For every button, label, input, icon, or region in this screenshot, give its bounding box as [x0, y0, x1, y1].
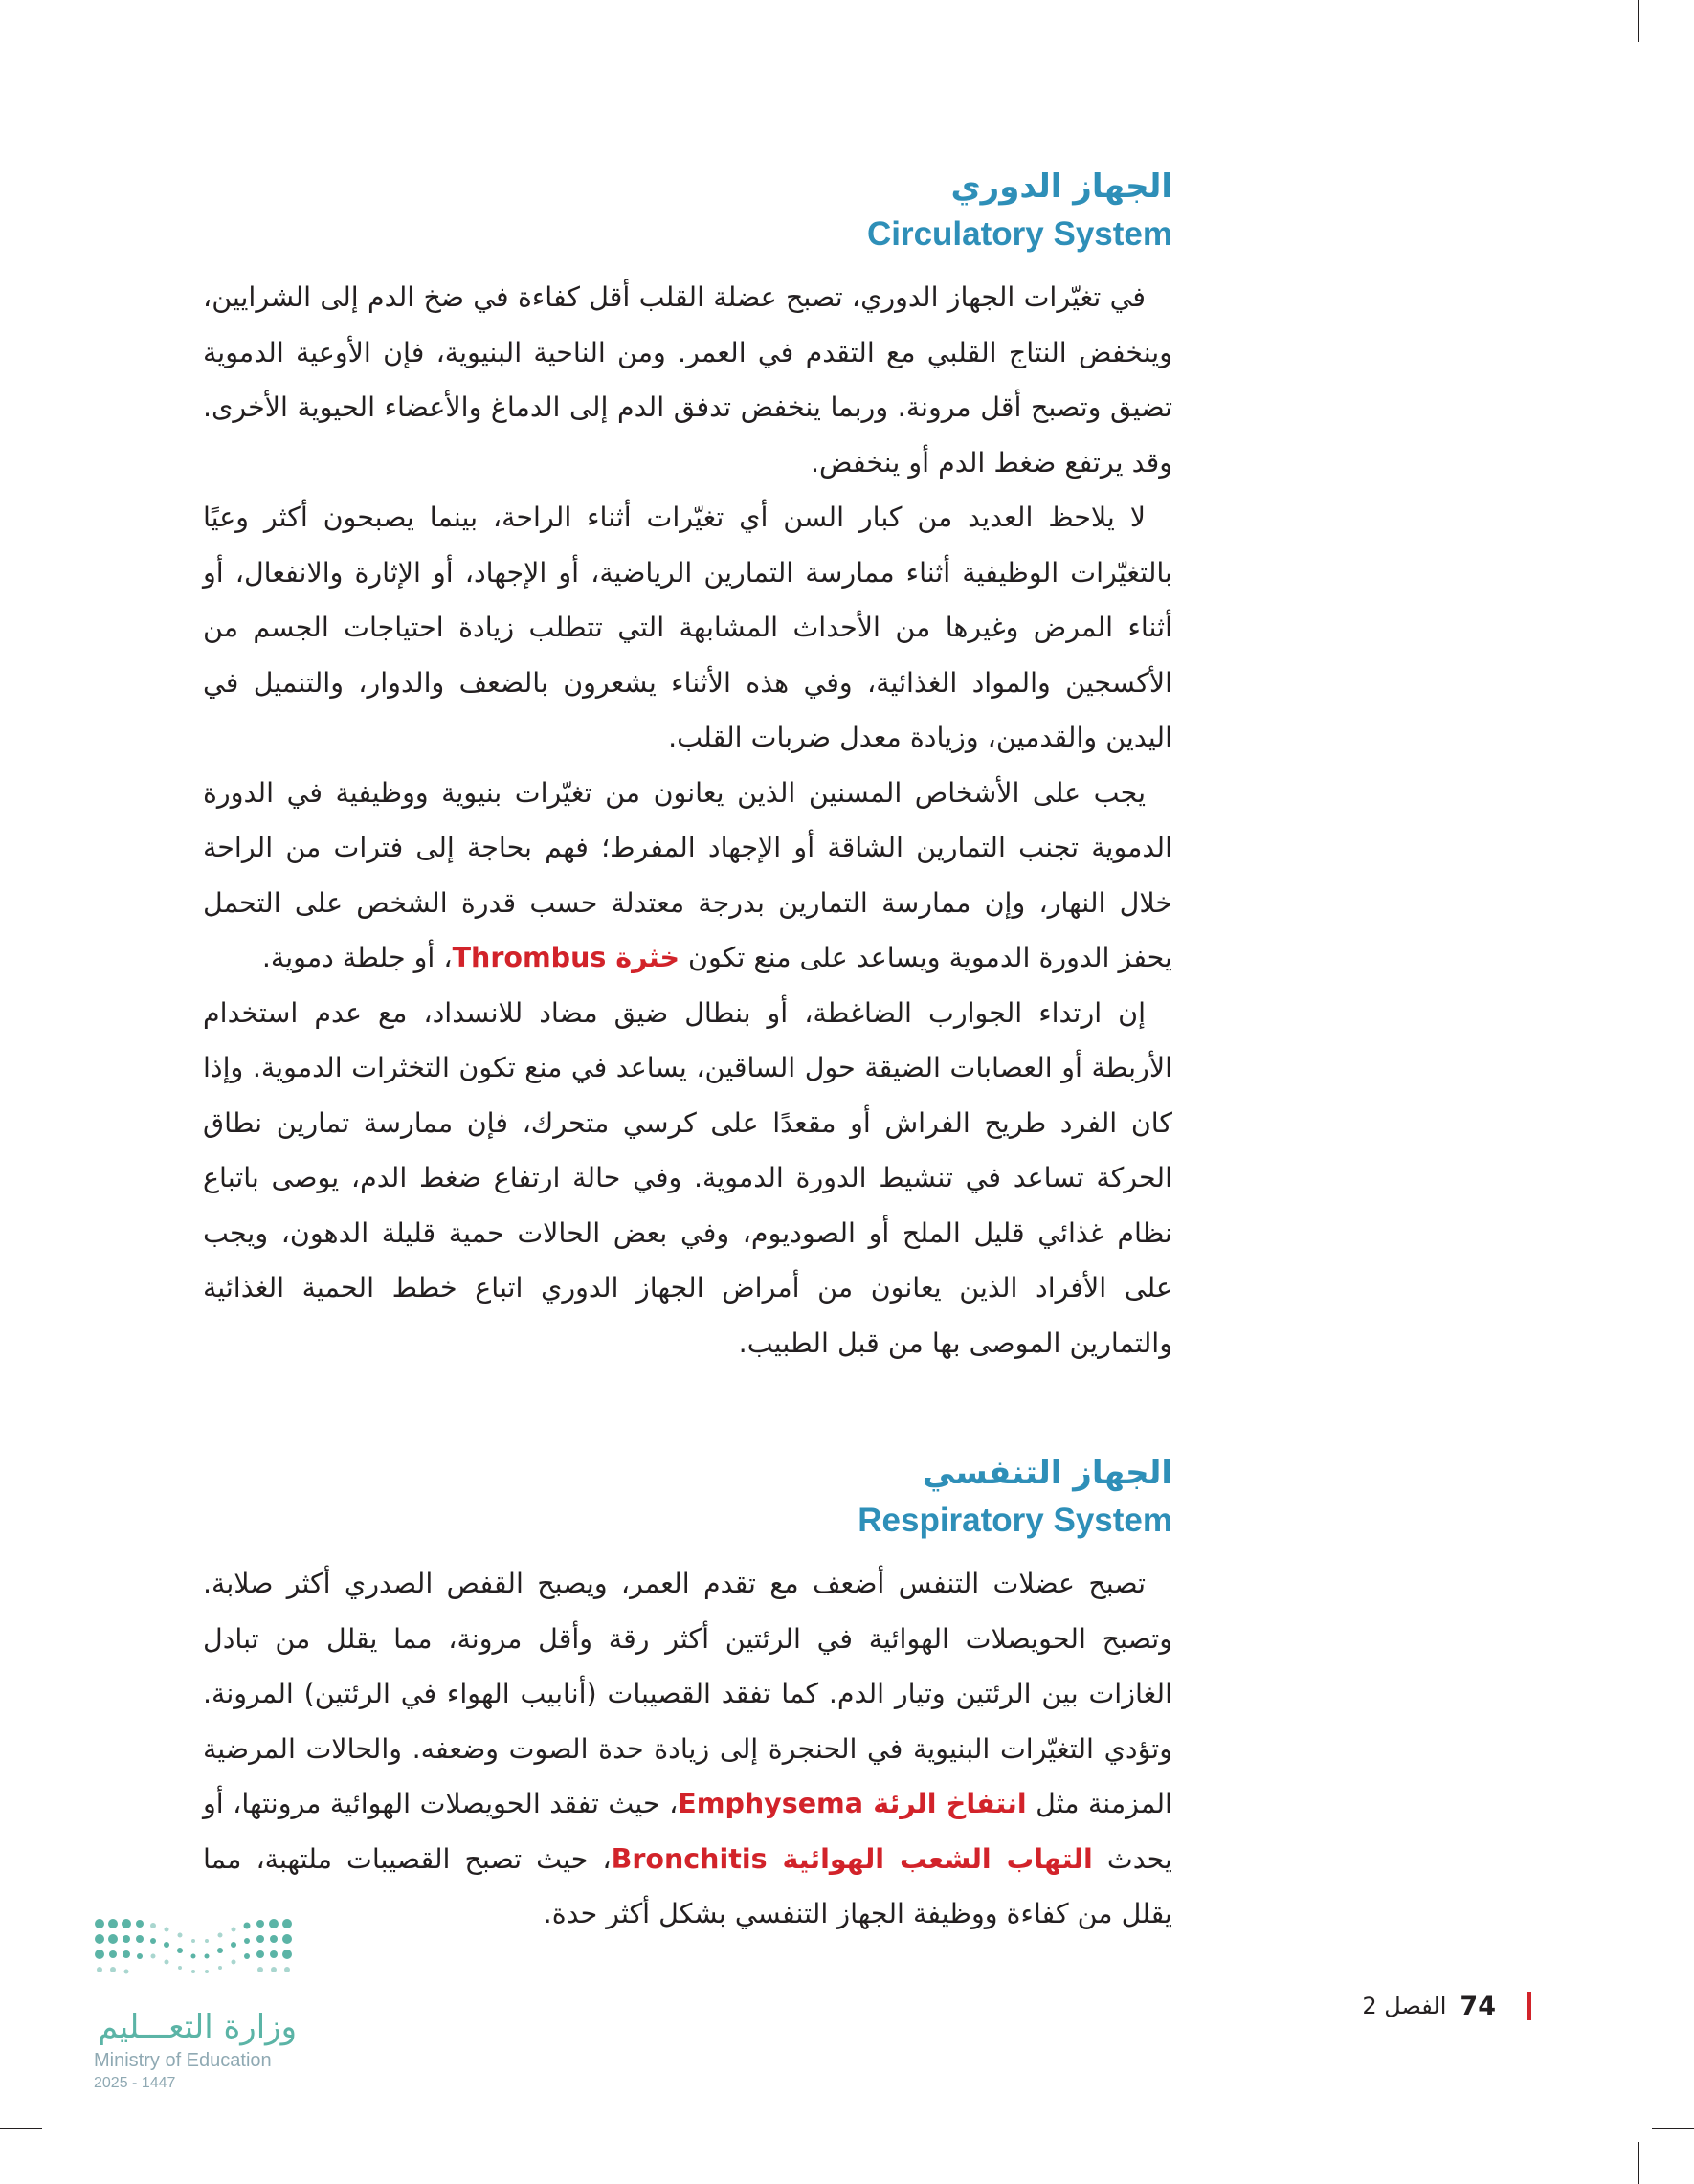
term-en: Thrombus	[452, 942, 607, 973]
page-marker-bar	[1527, 1992, 1531, 2020]
crop-mark	[0, 2128, 42, 2129]
respiratory-title-en: Respiratory System	[858, 1502, 1172, 1539]
page-number: 74	[1460, 1991, 1496, 2021]
respiratory-title-ar: الجهاز التنفسي	[922, 1454, 1172, 1492]
ministry-year: 2025 - 1447	[94, 2075, 176, 2091]
term-bronchitis	[612, 1843, 1093, 1875]
page-footer	[1302, 1987, 1531, 2025]
ministry-name-en: Ministry of Education	[94, 2050, 272, 2071]
ministry-logo	[92, 1916, 312, 2098]
crop-mark	[1652, 2128, 1694, 2129]
respiratory-section	[203, 1449, 1172, 1942]
chapter-label: الفصل 2	[1362, 1993, 1447, 2019]
crop-mark	[1638, 2142, 1639, 2184]
paragraph-text: تصبح عضلات التنفس أضعف مع تقدم العمر، ويصبح القفص الصدري أكثر صلابة. وتصبح الحويصلات الهوائية في الرئتين أكثر رقة وأقل مرونة، مما يقلل من تبادل الغازات بين الرئتين وتيار الدم. كما تفقد القصيبات (أنابيب الهواء في الرئتين) المرونة. وتؤدي التغيّرات البنيوية في الحنجرة إلى زيادة حدة الصوت وضعفه. والحالات المرضية المزمنة مثل	[203, 1568, 1172, 1819]
crop-mark	[1638, 0, 1639, 42]
term-ar: التهاب الشعب الهوائية	[782, 1842, 1093, 1875]
term-thrombus	[453, 942, 680, 973]
paragraph-text: ، حيث تصبح القصيبات ملتهبة، مما يقلل من كفاءة ووظيفة الجهاز التنفسي بشكل أكثر حدة.	[203, 1842, 1172, 1929]
circulatory-paragraph-2: لا يلاحظ العديد من كبار السن أي تغيّرات أثناء الراحة، بينما يصبحون أكثر وعيًا بالتغيّرات الوظيفية أثناء ممارسة التمارين الرياضية، أو الإجهاد، أو الإثارة والانفعال، أو أثناء المرض وغيرها من الأحداث المشابهة التي تتطلب زيادة احتياجات الجسم من الأكسجين والمواد الغذائية، وفي هذه الأثناء يشعرون بالضعف والدوار، والتنميل في اليدين والقدمين، وزيادة معدل ضربات القلب.	[203, 501, 1172, 753]
term-emphysema	[678, 1788, 1026, 1819]
circulatory-paragraph-3	[203, 766, 1172, 986]
term-en: Bronchitis	[611, 1842, 768, 1875]
circulatory-paragraph-1: في تغيّرات الجهاز الدوري، تصبح عضلة القلب أقل كفاءة في ضخ الدم إلى الشرايين، وينخفض النتاج القلبي مع التقدم في العمر. ومن الناحية البنيوية، فإن الأوعية الدموية تضيق وتصبح أقل مرونة. وربما ينخفض تدفق الدم إلى الدماغ والأعضاء الحيوية الأخرى. وقد يرتفع ضغط الدم أو ينخفض.	[203, 281, 1172, 479]
paragraph-text: ، حيث تفقد الحويصلات الهوائية مرونتها، أو يحدث	[203, 1788, 1172, 1875]
term-ar: خثرة	[615, 942, 680, 973]
paragraph-text: يجب على الأشخاص المسنين الذين يعانون من تغيّرات بنيوية ووظيفية في الدورة الدموية تجنب التمارين الشاقة أو الإجهاد المفرط؛ فهم بحاجة إلى فترات من الراحة خلال النهار، وإن ممارسة التمارين بدرجة معتدلة حسب قدرة الشخص على التحمل يحفز الدورة الدموية ويساعد على منع تكون	[203, 776, 1172, 973]
circulatory-title-en: Circulatory System	[866, 215, 1172, 253]
circulatory-section	[203, 163, 1172, 1371]
paragraph-text: ، أو جلطة دموية.	[261, 942, 453, 973]
respiratory-paragraph-1	[203, 1556, 1172, 1942]
ministry-dots-icon	[92, 1916, 304, 2004]
circulatory-title-ar: الجهاز الدوري	[950, 167, 1172, 206]
circulatory-paragraph-4: إن ارتداء الجوارب الضاغطة، أو بنطال ضيق مضاد للانسداد، مع عدم استخدام الأربطة أو العصابات الضيقة حول الساقين، يساعد في منع تكون التخثرات الدموية. وإذا كان الفرد طريح الفراش أو مقعدًا على كرسي متحرك، فإن ممارسة تمارين نطاق الحركة تساعد في تنشيط الدورة الدموية. وفي حالة ارتفاع ضغط الدم، يوصى باتباع نظام غذائي قليل الملح أو الصوديوم، وفي بعض الحالات حمية قليلة الدهون، ويجب على الأفراد الذين يعانون من أمراض الجهاز الدوري اتباع خطط الحمية الغذائية والتمارين الموصى بها من قبل الطبيب.	[203, 996, 1172, 1359]
ministry-name-ar: وزارة التعـــليم	[98, 2008, 297, 2046]
term-ar: انتفاخ الرئة	[873, 1788, 1027, 1819]
page-content	[203, 163, 1172, 1942]
term-en: Emphysema	[678, 1788, 863, 1819]
